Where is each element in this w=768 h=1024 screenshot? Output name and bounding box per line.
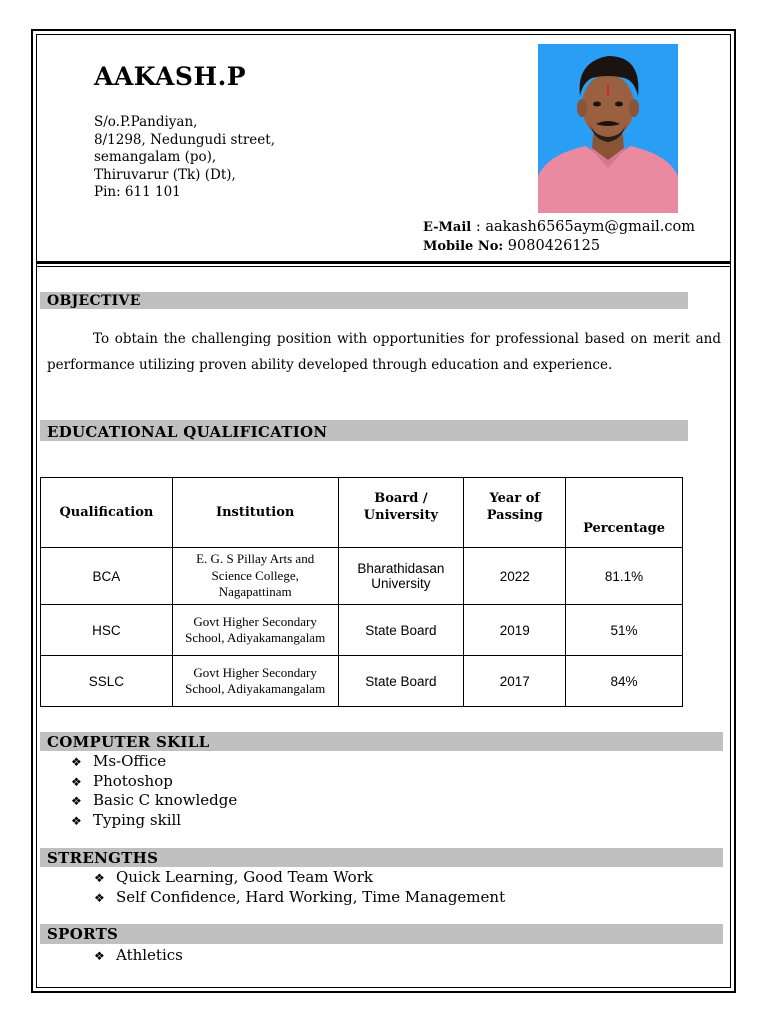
- list-item: ❖ Quick Learning, Good Team Work: [94, 868, 373, 886]
- list-item: ❖ Basic C knowledge: [71, 791, 238, 809]
- strengths-heading: STRENGTHS: [47, 849, 159, 867]
- column-header-board: Board / University: [338, 478, 464, 548]
- column-header-percentage: Percentage: [566, 478, 683, 548]
- cell-percentage: 84%: [566, 656, 683, 707]
- cell-institution: Govt Higher Secondary School, Adiyakamangalam: [172, 656, 338, 707]
- table-row: [41, 548, 683, 605]
- diamond-bullet-icon: ❖: [71, 755, 82, 769]
- objective-heading: OBJECTIVE: [47, 293, 141, 309]
- cell-qualification: BCA: [41, 548, 173, 605]
- address-line: S/o.P.Pandiyan,: [94, 114, 198, 130]
- cell-qualification: SSLC: [41, 656, 173, 707]
- cell-percentage: 81.1%: [566, 548, 683, 605]
- column-header-institution: Institution: [172, 478, 338, 548]
- mobile-row: [423, 237, 695, 256]
- person-portrait-icon: [538, 44, 678, 213]
- cell-institution: Govt Higher Secondary School, Adiyakamangalam: [172, 605, 338, 656]
- header-divider-thin: [36, 266, 731, 267]
- diamond-bullet-icon: ❖: [71, 813, 82, 828]
- sports-section-bar: [40, 924, 723, 944]
- cell-qualification: HSC: [41, 605, 173, 656]
- column-header-qualification: Qualification: [41, 478, 173, 548]
- email-row: [423, 218, 695, 237]
- list-item: ❖ Typing skill: [71, 810, 182, 829]
- table-row: [41, 605, 683, 656]
- table-header-row: [41, 478, 683, 548]
- profile-photo: [538, 44, 678, 213]
- diamond-bullet-icon: ❖: [71, 774, 82, 789]
- cell-board: Bharathidasan University: [338, 548, 464, 605]
- sports-list: [94, 946, 183, 966]
- computer-skill-heading: COMPUTER SKILL: [47, 733, 210, 751]
- sports-heading: SPORTS: [47, 925, 119, 943]
- list-item: ❖ Ms-Office: [71, 752, 167, 770]
- address-line: Thiruvarur (Tk) (Dt),: [94, 166, 236, 183]
- cell-board: State Board: [338, 605, 464, 656]
- email-label: E-Mail: [423, 220, 472, 235]
- table-row: [41, 656, 683, 707]
- column-header-year: Year of Passing: [464, 478, 566, 548]
- header-divider: [36, 261, 731, 264]
- diamond-bullet-icon: ❖: [94, 890, 105, 905]
- email-separator: :: [471, 219, 486, 235]
- diamond-bullet-icon: ❖: [71, 794, 82, 808]
- objective-text: To obtain the challenging position with opportunities for professional based on merit and performance utilizing proven ability developed through education and experience.: [47, 331, 721, 373]
- list-item: ❖ Self Confidence, Hard Working, Time Management: [94, 887, 506, 906]
- candidate-name: AAKASH.P: [94, 62, 247, 91]
- address-line: Pin: 611 101: [94, 184, 181, 200]
- address-line: semangalam (po),: [94, 149, 217, 165]
- strengths-list: [94, 868, 505, 907]
- cell-percentage: 51%: [566, 605, 683, 656]
- cell-year: 2019: [464, 605, 566, 656]
- diamond-bullet-icon: ❖: [94, 949, 105, 963]
- cell-board: State Board: [338, 656, 464, 707]
- list-item: ❖ Photoshop: [71, 771, 173, 790]
- address-block: [94, 114, 275, 202]
- cell-year: 2022: [464, 548, 566, 605]
- contact-block: [423, 218, 695, 256]
- cell-year: 2017: [464, 656, 566, 707]
- mobile-label: Mobile No:: [423, 239, 504, 254]
- diamond-bullet-icon: ❖: [94, 871, 105, 885]
- address-line: 8/1298, Nedungudi street,: [94, 131, 275, 148]
- mobile-value: 9080426125: [507, 238, 601, 254]
- computer-skill-list: [71, 752, 237, 830]
- cell-institution: E. G. S Pillay Arts and Science College, Nagapattinam: [172, 548, 338, 605]
- list-item: ❖ Athletics: [94, 946, 183, 964]
- email-value[interactable]: aakash6565aym@gmail.com: [485, 219, 696, 235]
- education-heading: EDUCATIONAL QUALIFICATION: [47, 423, 328, 441]
- education-table: [40, 477, 683, 707]
